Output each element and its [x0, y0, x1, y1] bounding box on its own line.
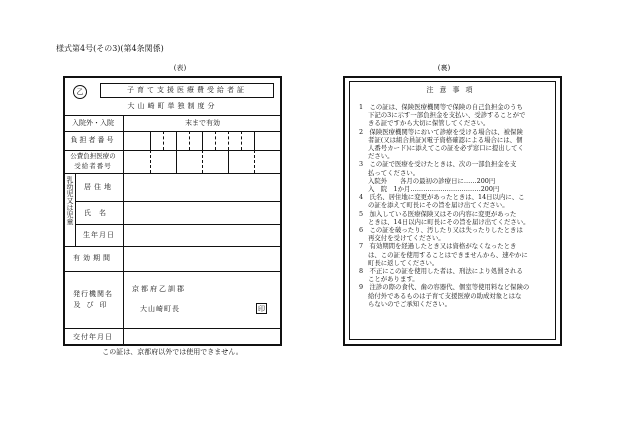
card-title: 子育て支援医療費受給者証	[127, 86, 247, 94]
row-line	[63, 328, 282, 329]
note-line: ださい。	[368, 152, 394, 161]
cell-divider	[215, 131, 216, 150]
row-line	[75, 224, 282, 225]
note-line: 5 加入している医療保険又はその内容に変更があった	[359, 209, 517, 218]
cell-divider	[202, 131, 203, 150]
cell-divider	[176, 150, 177, 173]
public-payer-label-2: 受給者番号	[74, 162, 112, 170]
note-line: 6 この証を破ったり、汚したり又は失ったりしたときは	[359, 226, 523, 235]
label-divider	[123, 115, 124, 346]
row-line	[63, 131, 282, 132]
note-line: 8 不正にこの証を使用した者は、刑法により処罰される	[359, 267, 523, 276]
note-line: らないのでご承知ください。	[368, 299, 452, 308]
cell-divider	[228, 131, 229, 150]
note-line: 払ってください。	[368, 168, 420, 177]
cell-divider	[241, 131, 242, 150]
row-line	[63, 246, 282, 247]
cell-divider	[254, 131, 255, 150]
note-line: 1 この証は、保険医療機関等で保険の自己負担金のうち	[359, 103, 523, 111]
valid-period-label: 有効期間	[73, 254, 113, 262]
admission-value: 末まで有効	[185, 119, 220, 127]
note-line: 2 保険医療機関等において診療を受ける場合は、被保険	[359, 127, 523, 136]
note-line: 給付外であるものは子育て支援医療の助成対象とはな	[368, 291, 522, 300]
notes-body	[359, 103, 555, 308]
note-line: ことがあります。	[368, 275, 419, 284]
payer-number-label: 負担者番号	[70, 136, 116, 144]
cell-divider	[150, 150, 151, 173]
note-line: 入院外 各月の最初の診療日に……200円	[368, 176, 496, 185]
issuer-label-1: 発行機関名	[73, 290, 113, 298]
front-side-label: (表)	[173, 64, 187, 72]
note-line: 町長に返してください。	[368, 258, 439, 267]
issuer-town: 大山崎町長	[140, 305, 180, 313]
cell-divider	[228, 150, 229, 173]
issuer-prefecture: 京都府乙訓郡	[132, 285, 186, 293]
row-line	[63, 115, 282, 116]
note-line: 下記の3に示す一部負担金を支払い、受診することがで	[368, 111, 526, 120]
notes-title: 注意事項	[426, 86, 479, 94]
note-line: は、この証を使用することはできませんから、速やかに	[368, 250, 528, 259]
name-label: 氏名	[84, 209, 114, 217]
note-line: ときは、14日以内に町長にその旨を届け出てください。	[368, 217, 530, 226]
row-line	[63, 150, 282, 151]
seal-box: 印	[258, 305, 265, 313]
note-line: 入 院 1か月……………………………200円	[368, 185, 500, 194]
note-line: 再交付を受けてください。	[368, 234, 445, 243]
issue-date-label: 交付年月日	[73, 333, 113, 341]
note-line: の証を添えて町長にその旨を届け出てください。	[368, 201, 509, 210]
cell-divider	[254, 150, 255, 173]
row-line	[63, 271, 282, 272]
cell-divider	[176, 131, 177, 150]
public-payer-label-1: 公費負担医療の	[70, 152, 116, 160]
admission-label: 入院外・入院	[72, 119, 114, 127]
recipient-group-label: 乳幼児又は児童	[66, 176, 74, 225]
form-number: 様式第4号(その3)(第4条関係)	[56, 44, 164, 53]
issuer-label-2: 及び印	[73, 301, 113, 309]
cell-divider	[150, 131, 151, 150]
cell-divider	[163, 131, 164, 150]
cell-divider	[202, 150, 203, 173]
note-line: 者証(又は組合員証)(電子資格確認による場合には、個	[368, 135, 523, 144]
row-line	[75, 201, 282, 202]
note-line: 9 注診の際の食代、歯の容器代、個室等使用料など保険の	[359, 283, 530, 292]
note-line: 3 この証で医療を受けたときは、次の一部負担金を支	[359, 160, 517, 169]
back-side-label: (裏)	[437, 64, 451, 72]
note-line: 人番号カード)に添えてこの証を必ず窓口に提出してく	[368, 144, 524, 153]
note-line: きる証ですから大切に保管してください。	[368, 119, 490, 128]
address-label: 居住地	[84, 183, 114, 191]
note-line: 7 有効期間を経過したとき又は資格がなくなったとき	[359, 242, 517, 251]
otokuni-badge: 乙	[73, 85, 87, 99]
usage-note: この証は、京都府以外では使用できません。	[102, 348, 243, 356]
cell-divider	[189, 131, 190, 150]
card-subtitle: 大山崎町単独制度分	[127, 102, 218, 110]
row-line	[63, 173, 282, 174]
birth-date-label: 生年月日	[83, 231, 115, 239]
note-line: 4 氏名、居住地に変更があったときは、14日以内に、こ	[359, 193, 525, 202]
